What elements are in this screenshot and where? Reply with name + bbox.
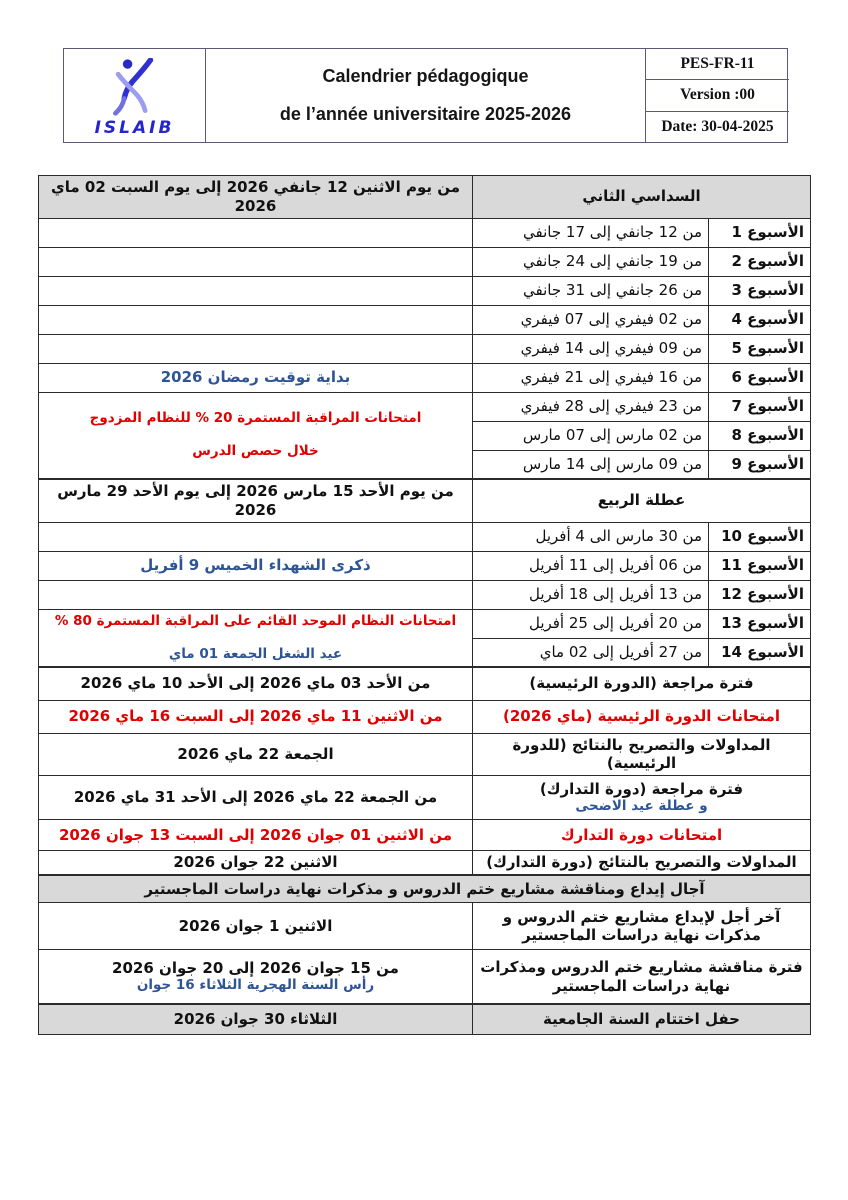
- week-dates: من 23 فيفري إلى 28 فيفري: [473, 392, 709, 421]
- week-note: [39, 305, 473, 334]
- week-label: الأسبوع 6: [709, 363, 811, 392]
- unified-exams-note: [39, 609, 473, 667]
- deliberations-catchup-label: المداولات والتصريح بالنتائج (دورة التدارك): [473, 851, 811, 875]
- week-dates: من 20 أفريل إلى 25 أفريل: [473, 609, 709, 638]
- closing-value: الثلاثاء 30 جوان 2026: [39, 1004, 473, 1035]
- week-note: [39, 276, 473, 305]
- period-row: [39, 820, 811, 851]
- week-label: الأسبوع 2: [709, 247, 811, 276]
- period-row: [39, 776, 811, 820]
- document-meta: [646, 49, 789, 142]
- document-header: [63, 48, 788, 143]
- masters-deadline-value: الاثنين 1 جوان 2026: [39, 903, 473, 950]
- semester-range: من يوم الاثنين 12 جانفي 2026 إلى يوم السبت 02 ماي 2026: [39, 176, 473, 219]
- exams-20-note-line1: امتحانات المراقبة المستمرة 20 % للنظام المزدوج: [89, 410, 422, 427]
- week-row: [39, 363, 811, 392]
- week-label: الأسبوع 10: [709, 522, 811, 551]
- week-label: الأسبوع 13: [709, 609, 811, 638]
- deliberations-main-value: الجمعة 22 ماي 2026: [39, 733, 473, 776]
- week-note: [39, 334, 473, 363]
- week-label: الأسبوع 11: [709, 551, 811, 580]
- title-line-2: de l’année universitaire 2025-2026: [279, 104, 572, 124]
- spring-break-range: من يوم الأحد 15 مارس 2026 إلى يوم الأحد 29 مارس 2026: [39, 479, 473, 522]
- masters-section-row: [39, 875, 811, 903]
- deliberations-main-label: المداولات والتصريح بالنتائج (للدورة الرئيسية): [473, 733, 811, 776]
- period-row: [39, 733, 811, 776]
- masters-defense-label: فترة مناقشة مشاريع ختم الدروس ومذكرات نهاية دراسات الماجستير: [473, 950, 811, 1004]
- week-row: [39, 334, 811, 363]
- week-row: [39, 522, 811, 551]
- title-line-1: Calendrier pédagogique: [322, 66, 529, 86]
- document-title: [206, 49, 646, 142]
- review-main-value: من الأحد 03 ماي 2026 إلى الأحد 10 ماي 2026: [39, 667, 473, 700]
- masters-deadline-row: [39, 903, 811, 950]
- masters-defense-row: [39, 950, 811, 1004]
- logo-text: ISLAIB: [94, 117, 175, 138]
- week-label: الأسبوع 7: [709, 392, 811, 421]
- masters-deadline-label: آخر أجل لإيداع مشاريع ختم الدروس و مذكرات نهاية دراسات الماجستير: [473, 903, 811, 950]
- spring-break-title: عطلة الربيع: [473, 479, 811, 522]
- week-label: الأسبوع 12: [709, 580, 811, 609]
- week-dates: من 12 جانفي إلى 17 جانفي: [473, 218, 709, 247]
- week-note: [39, 218, 473, 247]
- doc-code: PES-FR-11: [680, 55, 755, 73]
- week-row: [39, 580, 811, 609]
- doc-date: Date: 30-04-2025: [646, 111, 789, 142]
- exams-80-note: امتحانات النظام الموحد القائم على المراقبة المستمرة 80 %: [54, 612, 457, 629]
- semester-header-row: [39, 176, 811, 219]
- doc-version: Version :00: [646, 79, 789, 110]
- week-label: الأسبوع 3: [709, 276, 811, 305]
- week-dates: من 13 أفريل إلى 18 أفريل: [473, 580, 709, 609]
- martyrs-day-note: ذكرى الشهداء الخميس 9 أفريل: [39, 551, 473, 580]
- week-label: الأسبوع 5: [709, 334, 811, 363]
- week-row: [39, 609, 811, 638]
- masters-defense-value: [39, 950, 473, 1004]
- catchup-exams-label: امتحانات دورة التدارك: [473, 820, 811, 851]
- week-label: الأسبوع 8: [709, 421, 811, 450]
- calendar-table: [38, 175, 811, 1035]
- week-dates: من 27 أفريل إلى 02 ماي: [473, 638, 709, 667]
- masters-section-title: آجال إيداع ومناقشة مشاريع ختم الدروس و مذكرات نهاية دراسات الماجستير: [39, 875, 811, 903]
- hijri-new-year-note: رأس السنة الهجرية الثلاثاء 16 جوان: [136, 977, 375, 994]
- closing-ceremony-row: [39, 1004, 811, 1035]
- exams-20-note-line2: خلال حصص الدرس: [192, 443, 319, 460]
- week-dates: من 26 جانفي إلى 31 جانفي: [473, 276, 709, 305]
- review-catchup-label-text: فترة مراجعة (دورة التدارك): [539, 779, 744, 798]
- week-row: [39, 305, 811, 334]
- week-dates: من 02 فيفري إلى 07 فيفري: [473, 305, 709, 334]
- week-dates: من 16 فيفري إلى 21 فيفري: [473, 363, 709, 392]
- eid-adha-note: و عطلة عيد الاضحى: [575, 798, 708, 815]
- week-dates: من 02 مارس إلى 07 مارس: [473, 421, 709, 450]
- logo: [64, 49, 206, 142]
- review-catchup-value: من الجمعة 22 ماي 2026 إلى الأحد 31 ماي 2026: [39, 776, 473, 820]
- week-row: [39, 392, 811, 421]
- closing-label: حفل اختتام السنة الجامعية: [473, 1004, 811, 1035]
- week-row: [39, 218, 811, 247]
- week-row: [39, 247, 811, 276]
- labour-day-note: عيد الشغل الجمعة 01 ماي: [168, 645, 343, 662]
- week-dates: من 06 أفريل إلى 11 أفريل: [473, 551, 709, 580]
- masters-defense-dates: من 15 جوان 2026 إلى 20 جوان 2026: [112, 958, 399, 977]
- ramadan-note: بداية توقيت رمضان 2026: [39, 363, 473, 392]
- week-dates: من 30 مارس الى 4 أفريل: [473, 522, 709, 551]
- week-label: الأسبوع 14: [709, 638, 811, 667]
- week-label: الأسبوع 1: [709, 218, 811, 247]
- semester-title: السداسي الثاني: [473, 176, 811, 219]
- week-row: [39, 276, 811, 305]
- period-row: [39, 700, 811, 733]
- review-main-label: فترة مراجعة (الدورة الرئيسية): [473, 667, 811, 700]
- week-note: [39, 522, 473, 551]
- period-row: [39, 667, 811, 700]
- deliberations-catchup-value: الاثنين 22 جوان 2026: [39, 851, 473, 875]
- continuous-exams-note: [39, 392, 473, 479]
- islaib-figure-icon: [103, 58, 167, 116]
- review-catchup-label: [473, 776, 811, 820]
- week-note: [39, 580, 473, 609]
- week-row: [39, 551, 811, 580]
- period-row: [39, 851, 811, 875]
- week-dates: من 09 فيفري إلى 14 فيفري: [473, 334, 709, 363]
- week-dates: من 09 مارس إلى 14 مارس: [473, 450, 709, 479]
- week-label: الأسبوع 4: [709, 305, 811, 334]
- week-dates: من 19 جانفي إلى 24 جانفي: [473, 247, 709, 276]
- main-exams-value: من الاثنين 11 ماي 2026 إلى السبت 16 ماي 2026: [39, 700, 473, 733]
- catchup-exams-value: من الاثنين 01 جوان 2026 إلى السبت 13 جوان 2026: [39, 820, 473, 851]
- spring-break-row: [39, 479, 811, 522]
- week-label: الأسبوع 9: [709, 450, 811, 479]
- main-exams-label: امتحانات الدورة الرئيسية (ماي 2026): [473, 700, 811, 733]
- week-note: [39, 247, 473, 276]
